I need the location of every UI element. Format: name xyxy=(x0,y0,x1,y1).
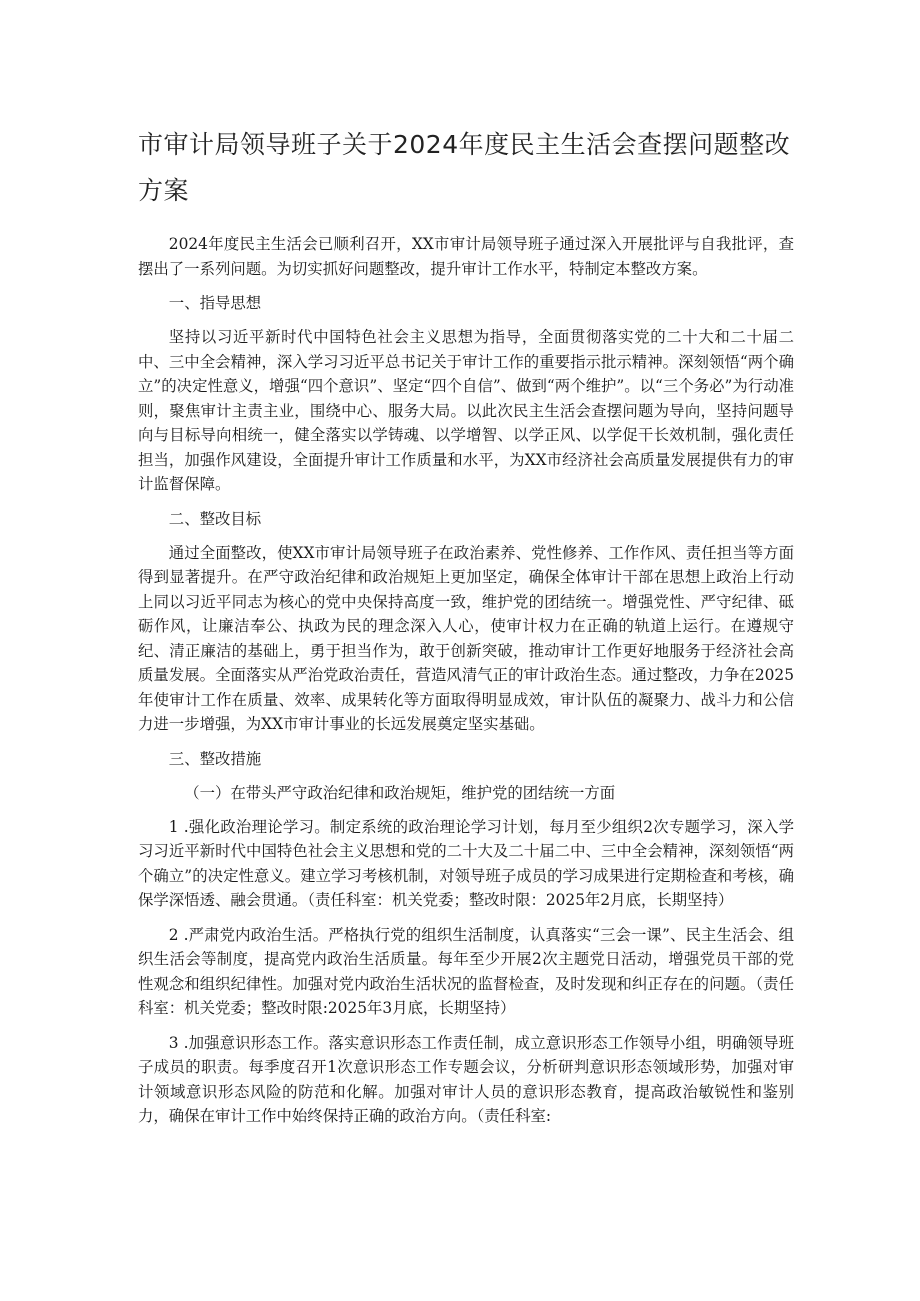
measure-item-1: 1 .强化政治理论学习。制定系统的政治理论学习计划，每月至少组织2次专题学习，深入学习习近平新时代中国特色社会主义思想和党的二十大及二十届二中、三中全会精神，深刻领悟“两个确立”的决定性意义。建立学习考核机制，对领导班子成员的学习成果进行定期检查和考核，确保学深悟透、融会贯通。（责任科室：机关党委；整改时限：2025年2月底，长期坚持） xyxy=(138,817,794,909)
document-page xyxy=(138,122,794,1139)
guiding-ideology-paragraph: 坚持以习近平新时代中国特色社会主义思想为指导，全面贯彻落实党的二十大和二十届二中、三中全会精神，深入学习习近平总书记关于审计工作的重要指示批示精神。深刻领悟“两个确立”的决定性意义，增强“四个意识”、坚定“四个自信”、做到“两个维护”。以“三个务必”为行动准则，聚焦审计主责主业，围绕中心、服务大局。以此次民主生活会查摆问题为导向，坚持问题导向与目标导向相统一，健全落实以学铸魂、以学增智、以学正风、以学促干长效机制，强化责任担当，加强作风建设，全面提升审计工作质量和水平，为XX市经济社会高质量发展提供有力的审计监督保障。 xyxy=(138,328,794,493)
section-heading-guiding-ideology: 一、指导思想 xyxy=(168,294,262,312)
measure-item-2: 2 .严肃党内政治生活。严格执行党的组织生活制度，认真落实“三会一课”、民主生活会、组织生活会等制度，提高党内政治生活质量。每年至少开展2次主题党日活动，增强党员干部的党性观念和组织纪律性。加强对党内政治生活状况的监督检查，及时发现和纠正存在的问题。（责任科室：机关党委；整改时限:2025年3月底，长期坚持） xyxy=(138,925,794,1017)
intro-paragraph: 2024年度民主生活会已顺利召开，XX市审计局领导班子通过深入开展批评与自我批评，查摆出了一系列问题。为切实抓好问题整改，提升审计工作水平，特制定本整改方案。 xyxy=(138,235,794,278)
section-heading-rectification-measures: 三、整改措施 xyxy=(168,749,262,768)
document-title: 市审计局领导班子关于2024年度民主生活会查摆问题整改方案 xyxy=(138,130,791,205)
measure-item-3: 3 .加强意识形态工作。落实意识形态工作责任制，成立意识形态工作领导小组，明确领导班子成员的职责。每季度召开1次意识形态工作专题会议，分析研判意识形态领域形势，加强对审计领域意识形态风险的防范和化解。加强对审计人员的意识形态教育，提高政治敏锐性和鉴别力，确保在审计工作中始终保持正确的政治方向。（责任科室: xyxy=(138,1033,794,1125)
rectification-goals-paragraph: 通过全面整改，使XX市审计局领导班子在政治素养、党性修养、工作作风、责任担当等方面得到显著提升。在严守政治纪律和政治规矩上更加坚定，确保全体审计干部在思想上政治上行动上同以习近平同志为核心的党中央保持高度一致，维护党的团结统一。增强党性、严守纪律、砥砺作风，让廉洁奉公、执政为民的理念深入人心，使审计权力在正确的轨道上运行。在遵规守纪、清正廉洁的基础上，勇于担当作为，敢于创新突破，推动审计工作更好地服务于经济社会高质量发展。全面落实从严治党政治责任，营造风清气正的审计政治生态。通过整改，力争在2025年使审计工作在质量、效率、成果转化等方面取得明显成效，审计队伍的凝聚力、战斗力和公信力进一步增强，为XX市审计事业的长远发展奠定坚实基础。 xyxy=(138,543,794,733)
section-heading-rectification-goals: 二、整改目标 xyxy=(168,509,262,528)
subsection-heading-political-discipline: （一）在带头严守政治纪律和政治规矩，维护党的团结统一方面 xyxy=(184,783,616,802)
